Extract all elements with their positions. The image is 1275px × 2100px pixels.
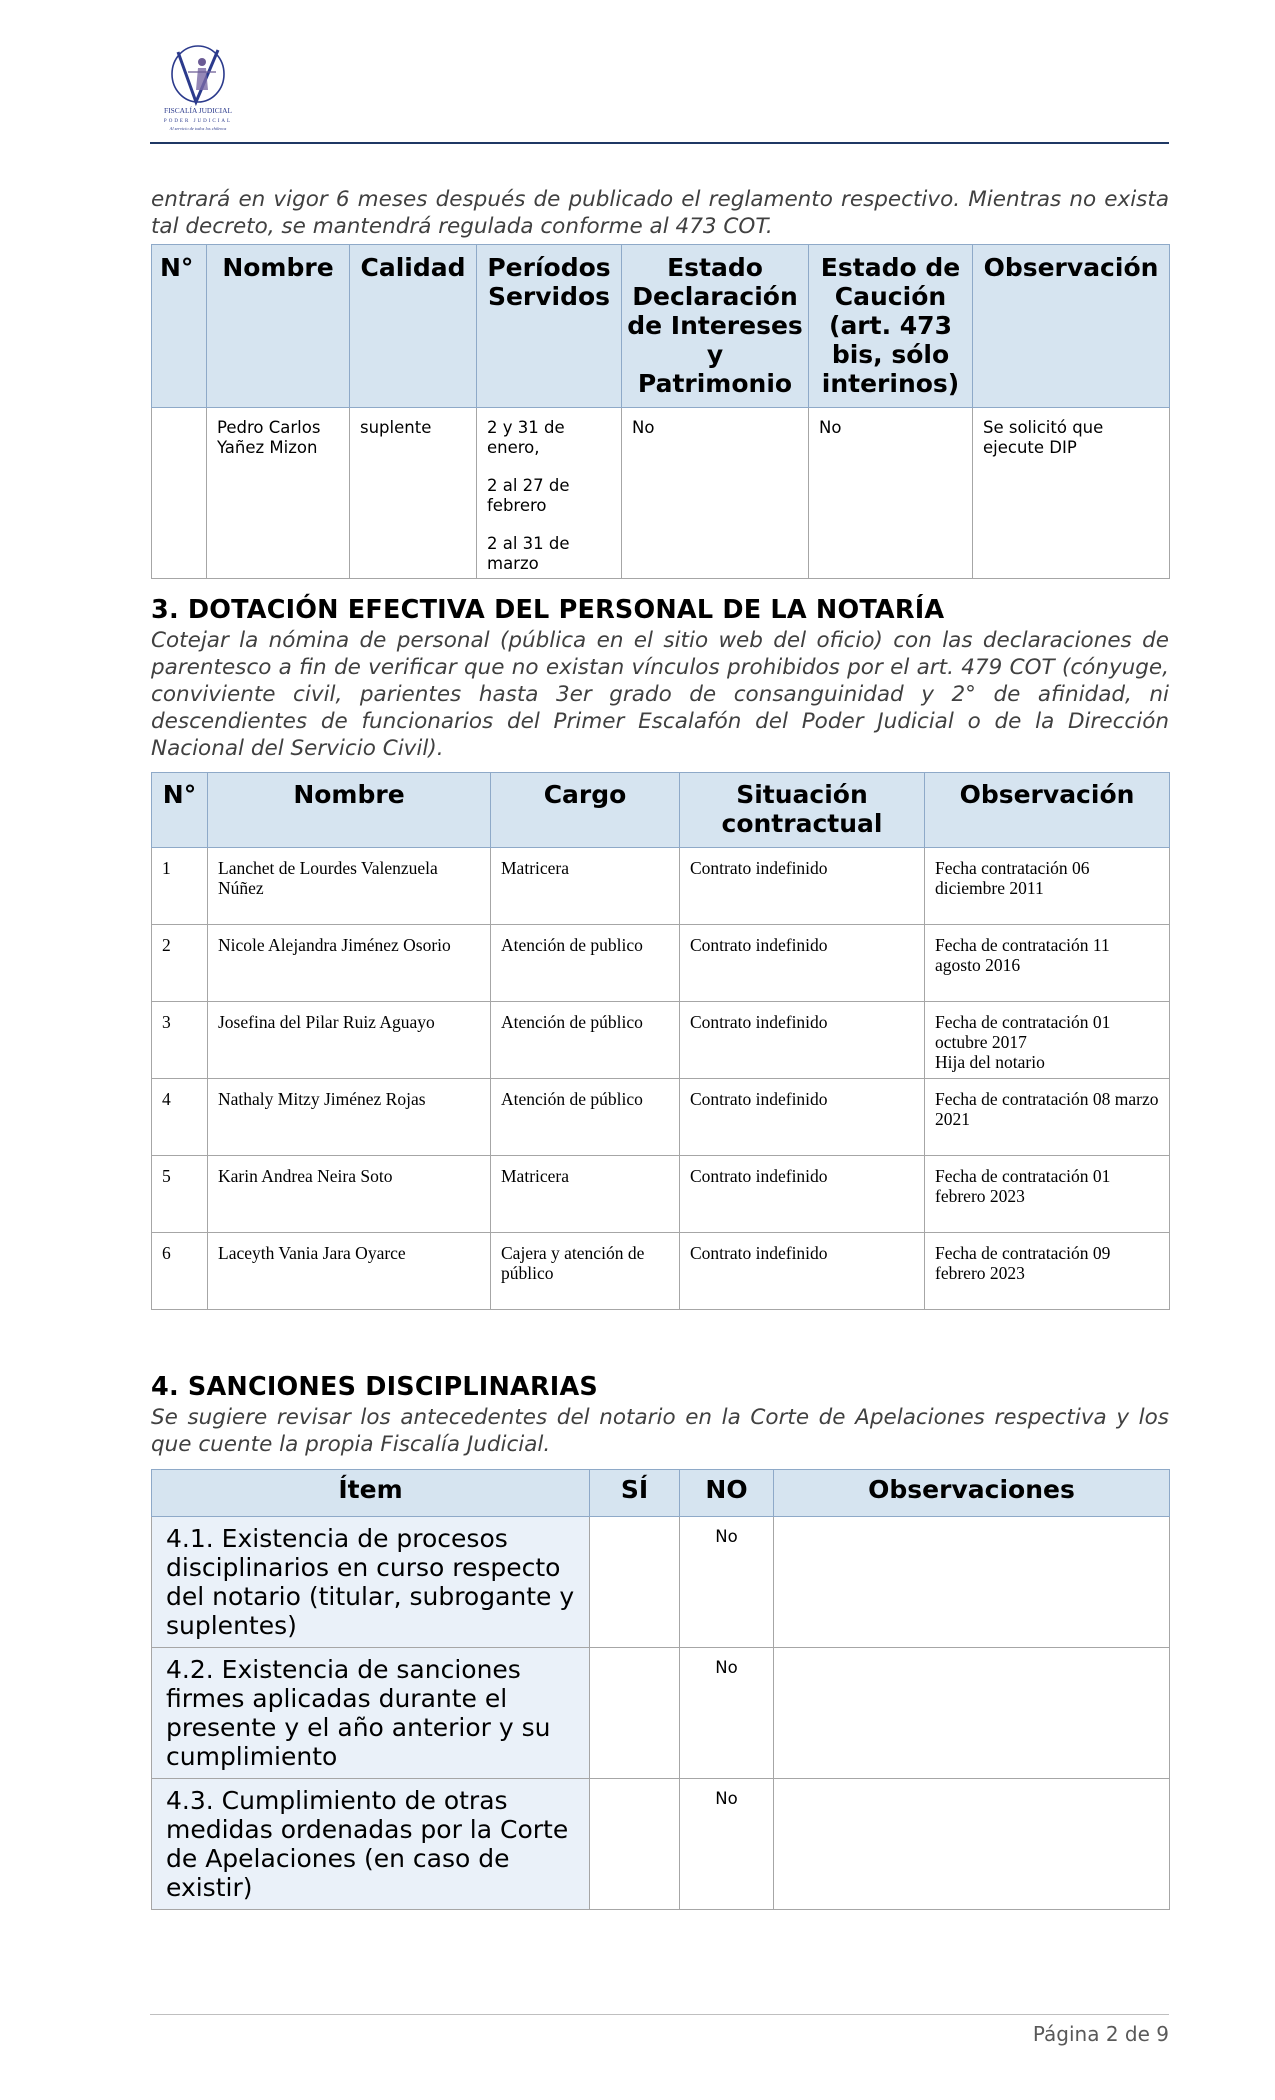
period-line: 2 y 31 de enero, [487, 418, 565, 457]
obs-line: Fecha de contratación 11 agosto 2016 [935, 935, 1110, 975]
cell-cargo: Matricera [491, 848, 680, 925]
cell-observacion [925, 1233, 1170, 1310]
periods-table [151, 244, 1170, 579]
cell-observacion [925, 1079, 1170, 1156]
cell-observacion [925, 1156, 1170, 1233]
cell-nombre: Laceyth Vania Jara Oyarce [208, 1233, 491, 1310]
col-periodos: Períodos Servidos [477, 245, 622, 408]
col-no: NO [680, 1470, 774, 1517]
cell-nombre: Pedro Carlos Yañez Mizon [207, 408, 350, 579]
cell-num: 4 [152, 1079, 208, 1156]
cell-no: No [680, 1517, 774, 1648]
cell-item: 4.1. Existencia de procesos disciplinarios en curso respecto del notario (titular, subrogante y suplentes) [152, 1517, 590, 1648]
cell-nombre: Karin Andrea Neira Soto [208, 1156, 491, 1233]
cell-periodos [477, 408, 622, 579]
cell-situacion: Contrato indefinido [680, 848, 925, 925]
cell-no: No [680, 1648, 774, 1779]
cell-cargo: Cajera y atención de público [491, 1233, 680, 1310]
col-situacion: Situación contractual [680, 773, 925, 848]
cell-observacion [925, 1002, 1170, 1079]
table-row [152, 1002, 1170, 1079]
section-3-description: Cotejar la nómina de personal (pública en el sitio web del oficio) con las declaraciones de parentesco a fin de verificar que no existan vínculos prohibidos por el art. 479 COT (cónyuge, conviviente civil, parientes hasta 3er grado de consanguinidad y 2° de afinidad, ni descendientes de funcionarios del Primer Escalafón del Poder Judicial o de la Dirección Nacional del Servicio Civil). [151, 628, 1169, 761]
cell-cargo: Matricera [491, 1156, 680, 1233]
col-cargo: Cargo [491, 773, 680, 848]
col-observaciones: Observaciones [774, 1470, 1170, 1517]
col-num: N° [152, 245, 207, 408]
cell-item: 4.2. Existencia de sanciones firmes aplicadas durante el presente y el año anterior y su cumplimiento [152, 1648, 590, 1779]
cell-calidad: suplente [350, 408, 477, 579]
table-row [152, 1079, 1170, 1156]
cell-nombre: Nathaly Mitzy Jiménez Rojas [208, 1079, 491, 1156]
col-observacion: Observación [925, 773, 1170, 848]
svg-text:FISCALÍA JUDICIAL: FISCALÍA JUDICIAL [164, 106, 232, 115]
table-row [152, 1233, 1170, 1310]
page-header [150, 44, 1169, 144]
cell-num: 3 [152, 1002, 208, 1079]
sanctions-table [151, 1469, 1170, 1910]
cell-num: 6 [152, 1233, 208, 1310]
cell-observaciones [774, 1648, 1170, 1779]
col-calidad: Calidad [350, 245, 477, 408]
period-line: 2 al 31 de marzo [487, 534, 570, 573]
cell-si [590, 1779, 680, 1910]
staff-table [151, 772, 1170, 1310]
period-line: 2 al 27 de febrero [487, 476, 570, 515]
section-4-description: Se sugiere revisar los antecedentes del notario en la Corte de Apelaciones respectiva y los que cuente la propia Fiscalía Judicial. [151, 1405, 1169, 1457]
table-row [152, 925, 1170, 1002]
section-3-title: 3. DOTACIÓN EFECTIVA DEL PERSONAL DE LA NOTARÍA [151, 595, 945, 625]
cell-num: 1 [152, 848, 208, 925]
cell-situacion: Contrato indefinido [680, 1233, 925, 1310]
obs-line: Fecha de contratación 08 marzo 2021 [935, 1089, 1159, 1129]
col-caucion: Estado de Caución (art. 473 bis, sólo interinos) [809, 245, 973, 408]
col-nombre: Nombre [207, 245, 350, 408]
fiscalia-logo [158, 44, 238, 138]
cell-no: No [680, 1779, 774, 1910]
obs-line: Fecha de contratación 09 febrero 2023 [935, 1243, 1111, 1283]
cell-num [152, 408, 207, 579]
cell-si [590, 1648, 680, 1779]
cell-si [590, 1517, 680, 1648]
table-row [152, 1156, 1170, 1233]
cell-situacion: Contrato indefinido [680, 1079, 925, 1156]
cell-observaciones [774, 1779, 1170, 1910]
cell-situacion: Contrato indefinido [680, 925, 925, 1002]
cell-caucion: No [809, 408, 973, 579]
page-content [151, 186, 1169, 1910]
svg-text:PODER JUDICIAL: PODER JUDICIAL [163, 119, 233, 124]
table-row [152, 1648, 1170, 1779]
cell-declaracion: No [622, 408, 809, 579]
obs-line: Fecha de contratación 01 octubre 2017 [935, 1012, 1111, 1052]
col-declaracion: Estado Declaración de Intereses y Patrimonio [622, 245, 809, 408]
cell-nombre: Josefina del Pilar Ruiz Aguayo [208, 1002, 491, 1079]
cell-cargo: Atención de público [491, 1079, 680, 1156]
col-item: Ítem [152, 1470, 590, 1517]
obs-line: Hija del notario [935, 1052, 1045, 1072]
page-number: Página 2 de 9 [1032, 2022, 1169, 2046]
intro-paragraph: entrará en vigor 6 meses después de publicado el reglamento respectivo. Mientras no exista tal decreto, se mantendrá regulada conforme al 473 COT. [151, 187, 1169, 239]
cell-observacion [925, 925, 1170, 1002]
cell-situacion: Contrato indefinido [680, 1002, 925, 1079]
obs-line: Fecha contratación 06 diciembre 2011 [935, 858, 1090, 898]
col-num: N° [152, 773, 208, 848]
cell-observaciones [774, 1517, 1170, 1648]
fiscalia-seal-icon [158, 44, 238, 138]
cell-observacion [925, 848, 1170, 925]
obs-line: Fecha de contratación 01 febrero 2023 [935, 1166, 1111, 1206]
cell-nombre: Lanchet de Lourdes Valenzuela Núñez [208, 848, 491, 925]
cell-num: 2 [152, 925, 208, 1002]
svg-text:Al servicio de todos los chile: Al servicio de todos los chilenos [169, 126, 227, 131]
cell-situacion: Contrato indefinido [680, 1156, 925, 1233]
table-row [152, 1779, 1170, 1910]
table-row [152, 848, 1170, 925]
cell-num: 5 [152, 1156, 208, 1233]
cell-nombre: Nicole Alejandra Jiménez Osorio [208, 925, 491, 1002]
col-si: SÍ [590, 1470, 680, 1517]
section-4-title: 4. SANCIONES DISCIPLINARIAS [151, 1372, 598, 1402]
table-row [152, 408, 1170, 579]
page-footer [150, 2014, 1169, 2046]
cell-cargo: Atención de público [491, 1002, 680, 1079]
col-nombre: Nombre [208, 773, 491, 848]
cell-observacion: Se solicitó que ejecute DIP [973, 408, 1170, 579]
cell-cargo: Atención de publico [491, 925, 680, 1002]
table-row [152, 1517, 1170, 1648]
cell-item: 4.3. Cumplimiento de otras medidas ordenadas por la Corte de Apelaciones (en caso de existir) [152, 1779, 590, 1910]
col-observacion: Observación [973, 245, 1170, 408]
